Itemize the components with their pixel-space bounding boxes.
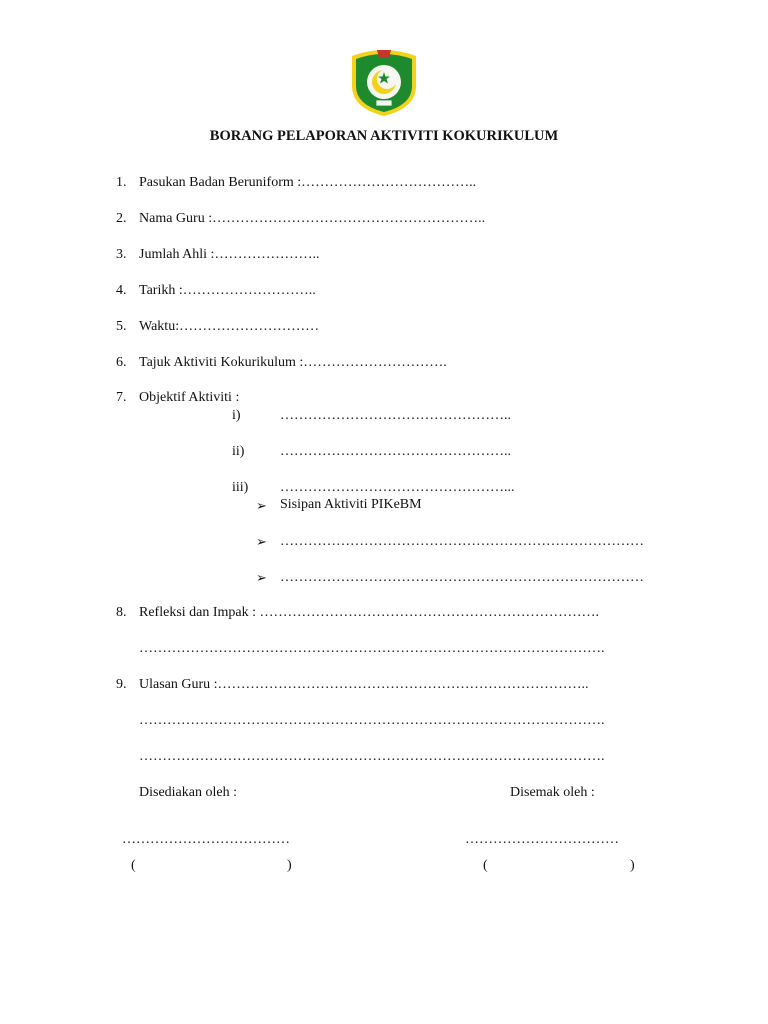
item-ulasan-guru[interactable]: Ulasan Guru :…………………………………………………………………….. [139, 677, 589, 692]
bullet-field[interactable]: …………………………………………………………………… [280, 570, 644, 585]
objective-field[interactable]: …………………………………………... [280, 480, 515, 495]
item-waktu[interactable]: Waktu:………………………… [139, 319, 320, 334]
arrow-bullet-icon: ➢ [256, 570, 267, 585]
objective-label: iii) [232, 480, 249, 495]
item-number: 1. [116, 175, 127, 190]
item-number: 4. [116, 283, 127, 298]
item-number: 8. [116, 605, 127, 620]
refleksi-continuation-line[interactable]: ………………………………………………………………………………………. [139, 641, 605, 656]
form-title: BORANG PELAPORAN AKTIVITI KOKURIKULUM [209, 128, 559, 144]
bullet-sisipan-aktiviti: Sisipan Aktiviti PIKeBM [280, 497, 422, 512]
ulasan-continuation-line[interactable]: ………………………………………………………………………………………. [139, 749, 605, 764]
item-pasukan-badan-beruniform[interactable]: Pasukan Badan Beruniform :……………………………….. [139, 175, 477, 190]
item-number: 3. [116, 247, 127, 262]
objective-field[interactable]: ………………………………………….. [280, 408, 511, 423]
prepared-by-signature-line[interactable]: ……………………………… [122, 832, 290, 847]
school-crest-logo [346, 46, 422, 118]
reviewed-by-label: Disemak oleh : [510, 785, 595, 800]
prepared-by-label: Disediakan oleh : [139, 785, 237, 800]
ulasan-continuation-line[interactable]: ………………………………………………………………………………………. [139, 713, 605, 728]
reviewed-by-name-close-paren: ) [630, 858, 635, 873]
item-refleksi-dan-impak[interactable]: Refleksi dan Impak : ………………………………………………………………. [139, 605, 600, 620]
arrow-bullet-icon: ➢ [256, 534, 267, 549]
item-nama-guru[interactable]: Nama Guru :………………………………………………….. [139, 211, 486, 226]
item-jumlah-ahli[interactable]: Jumlah Ahli :………………….. [139, 247, 320, 262]
reviewed-by-signature-line[interactable]: …………………………… [465, 832, 619, 847]
item-number: 2. [116, 211, 127, 226]
arrow-bullet-icon: ➢ [256, 498, 267, 513]
prepared-by-name-close-paren: ) [287, 858, 292, 873]
prepared-by-name-open-paren: ( [131, 858, 136, 873]
objective-label: i) [232, 408, 241, 423]
item-objektif-aktiviti: Objektif Aktiviti : [139, 390, 240, 405]
objective-field[interactable]: ………………………………………….. [280, 444, 511, 459]
objective-label: ii) [232, 444, 245, 459]
reviewed-by-name-open-paren: ( [483, 858, 488, 873]
item-number: 9. [116, 677, 127, 692]
item-number: 6. [116, 355, 127, 370]
bullet-field[interactable]: …………………………………………………………………… [280, 534, 644, 549]
item-tarikh[interactable]: Tarikh :……………………….. [139, 283, 316, 298]
item-number: 5. [116, 319, 127, 334]
item-number: 7. [116, 390, 127, 405]
item-tajuk-aktiviti[interactable]: Tajuk Aktiviti Kokurikulum :…………………………. [139, 355, 447, 370]
